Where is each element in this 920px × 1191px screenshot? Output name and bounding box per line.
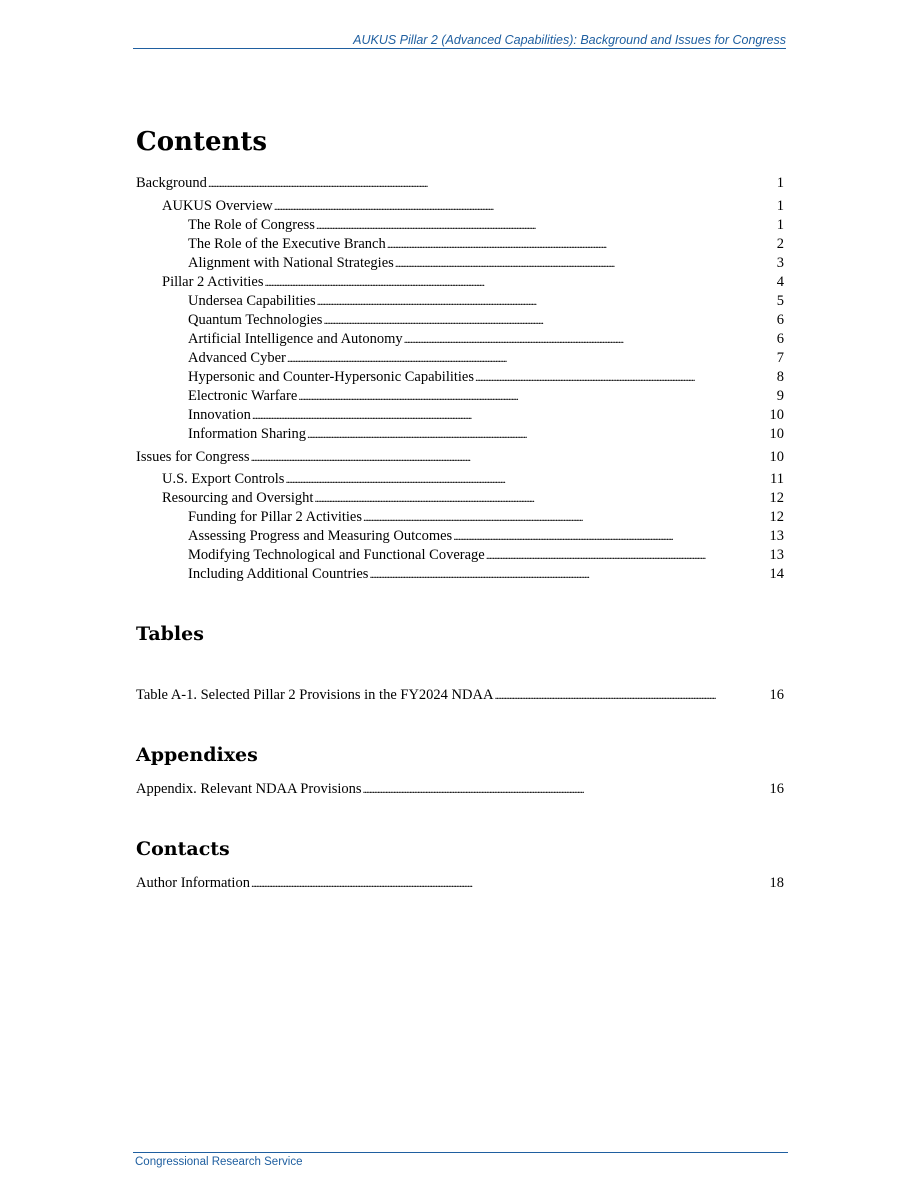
toc-entry-information-sharing[interactable] [188,424,784,444]
toc-entry-page: 3 [776,255,784,271]
page-footer: Congressional Research Service [133,1152,788,1168]
toc-entry-page: 8 [776,369,784,385]
dot-leader [486,545,769,565]
toc-entry-page: 1 [776,217,784,233]
toc-entry-page: 13 [769,547,784,563]
table-entry-label: Table A-1. Selected Pillar 2 Provisions in the FY2024 NDAA [136,687,494,703]
toc-entry-label: Innovation [188,407,251,423]
toc-entry-page: 6 [776,331,784,347]
toc-entry-label: The Role of Congress [188,217,315,233]
dot-leader [285,469,769,489]
dot-leader [314,488,768,508]
toc-entry-issues-for-congress[interactable] [136,447,784,467]
toc-entry-label: Funding for Pillar 2 Activities [188,509,362,525]
dot-leader [251,447,769,467]
toc-entry-label: Pillar 2 Activities [162,274,264,290]
toc-entry-advanced-cyber[interactable] [188,348,784,368]
toc-entry-page: 11 [770,471,784,487]
dot-leader [251,873,769,893]
contacts-title: Contacts [136,838,230,860]
toc-entry-ai-autonomy[interactable] [188,329,784,349]
toc-entry-page: 14 [769,566,784,582]
toc-entry-aukus-overview[interactable] [162,196,784,216]
toc-entry-page: 12 [769,490,784,506]
toc-entry-role-of-executive-branch[interactable] [188,234,784,254]
dot-leader [317,291,776,311]
dot-leader [404,329,776,349]
toc-entry-innovation[interactable] [188,405,784,425]
toc-entry-quantum-technologies[interactable] [188,310,784,330]
toc-entry-page: 4 [776,274,784,290]
toc-entry-label: Hypersonic and Counter-Hypersonic Capabilities [188,369,475,385]
dot-leader [494,685,768,705]
toc-entry-page: 1 [776,175,784,191]
toc-entry-role-of-congress[interactable] [188,215,784,235]
toc-entry-electronic-warfare[interactable] [188,386,784,406]
toc-entry-page: 10 [769,407,784,423]
toc-entry-page: 10 [769,426,784,442]
toc-entry-label: Advanced Cyber [188,350,286,366]
toc-entry-background[interactable] [136,173,784,193]
toc-entry-label: Including Additional Countries [188,566,369,582]
toc-entry-label: AUKUS Overview [162,198,273,214]
contact-entry-label: Author Information [136,875,250,891]
toc-entry-label: Artificial Intelligence and Autonomy [188,331,403,347]
dot-leader [298,386,775,406]
toc-entry-page: 13 [769,528,784,544]
toc-entry-page: 9 [776,388,784,404]
toc-entry-label: U.S. Export Controls [162,471,285,487]
toc-entry-undersea-capabilities[interactable] [188,291,784,311]
dot-leader [252,405,769,425]
table-entry-page: 16 [769,687,784,703]
toc-entry-label: Resourcing and Oversight [162,490,314,506]
toc-entry-export-controls[interactable] [162,469,784,489]
toc-entry-page: 6 [776,312,784,328]
contact-entry-page: 18 [769,875,784,891]
toc-entry-resourcing-oversight[interactable] [162,488,784,508]
dot-leader [363,507,769,527]
toc-entry-pillar-2-activities[interactable] [162,272,784,292]
toc-entry-label: Electronic Warfare [188,388,298,404]
appendix-entry-page: 16 [769,781,784,797]
toc-entry-label: Assessing Progress and Measuring Outcomes [188,528,453,544]
dot-leader [475,367,776,387]
dot-leader [208,173,776,193]
appendixes-title: Appendixes [136,744,258,766]
toc-entry-label: The Role of the Executive Branch [188,236,386,252]
dot-leader [316,215,776,235]
toc-entry-label: Modifying Technological and Functional Coverage [188,547,485,563]
toc-entry-page: 5 [776,293,784,309]
dot-leader [274,196,776,216]
toc-entry-label: Quantum Technologies [188,312,323,328]
toc-entry-page: 10 [769,449,784,465]
contents-title: Contents [136,127,268,157]
toc-entry-label: Information Sharing [188,426,306,442]
table-list-entry[interactable] [136,685,784,705]
toc-entry-funding-pillar-2[interactable] [188,507,784,527]
toc-entry-label: Undersea Capabilities [188,293,316,309]
toc-entry-page: 1 [776,198,784,214]
toc-entry-label: Alignment with National Strategies [188,255,394,271]
dot-leader [369,564,768,584]
dot-leader [307,424,769,444]
dot-leader [387,234,776,254]
tables-title: Tables [136,623,204,645]
contact-list-entry[interactable] [136,873,784,893]
toc-entry-assessing-progress[interactable] [188,526,784,546]
appendix-list-entry[interactable] [136,779,784,799]
toc-entry-page: 12 [769,509,784,525]
toc-entry-page: 2 [776,236,784,252]
dot-leader [287,348,776,368]
toc-entry-page: 7 [776,350,784,366]
toc-entry-additional-countries[interactable] [188,564,784,584]
toc-entry-label: Issues for Congress [136,449,250,465]
toc-entry-hypersonic[interactable] [188,367,784,387]
running-header: AUKUS Pillar 2 (Advanced Capabilities): Background and Issues for Congress [133,33,786,49]
toc-entry-label: Background [136,175,207,191]
appendix-entry-label: Appendix. Relevant NDAA Provisions [136,781,362,797]
dot-leader [265,272,776,292]
dot-leader [323,310,775,330]
toc-entry-modifying-coverage[interactable] [188,545,784,565]
dot-leader [453,526,768,546]
dot-leader [395,253,776,273]
dot-leader [363,779,769,799]
toc-entry-alignment-national-strategies[interactable] [188,253,784,273]
